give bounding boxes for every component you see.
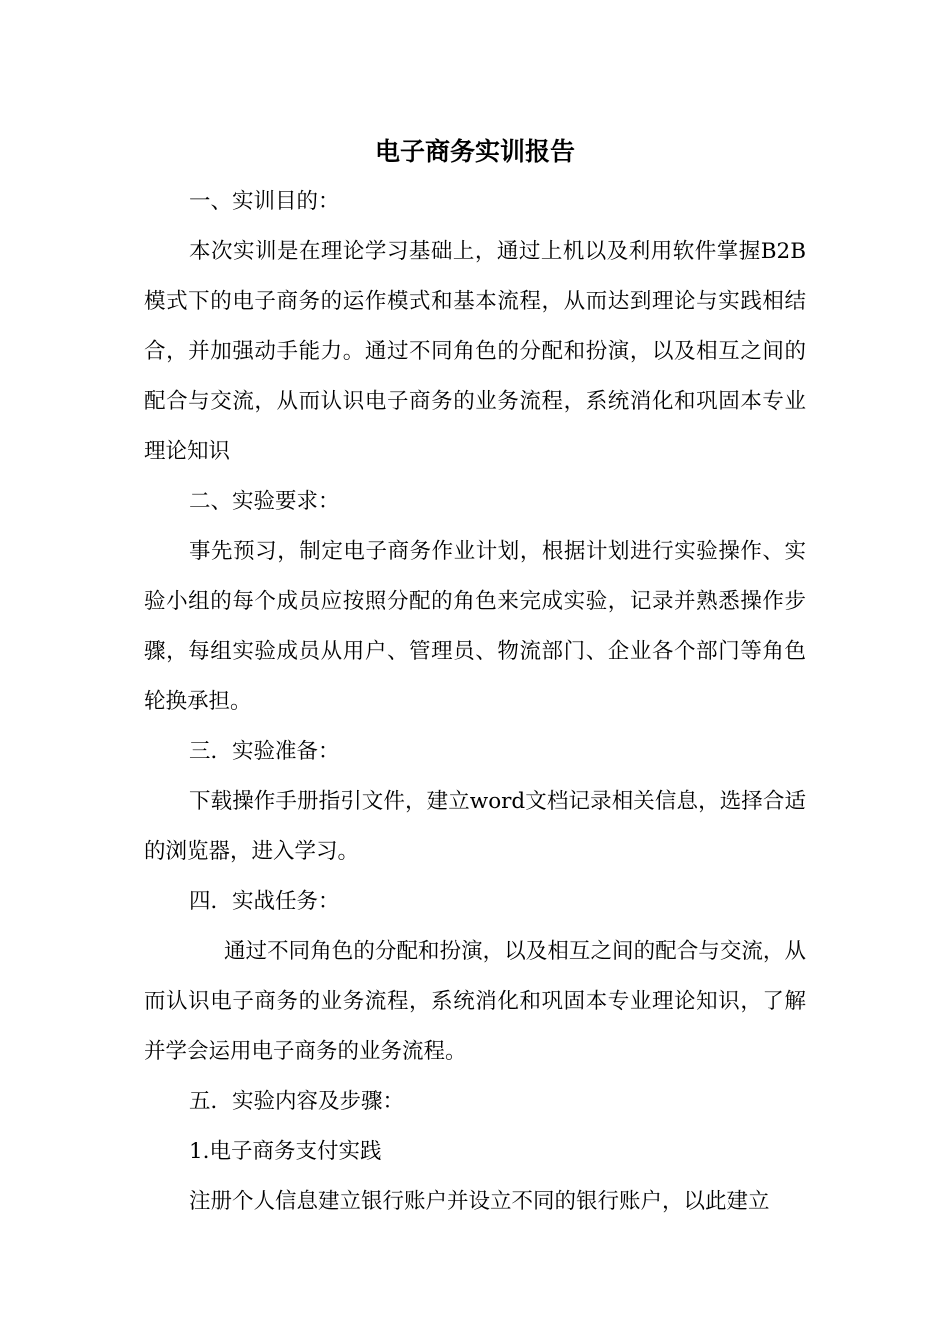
document-title: 电子商务实训报告 <box>374 137 575 166</box>
section-heading-steps: 五．实验内容及步骤： <box>189 1089 405 1114</box>
paragraph-preparation: 下载操作手册指引文件，建立word文档记录相关信息，选择合适的浏览器，进入学习。 <box>144 789 806 864</box>
section-heading-requirements: 二、实验要求： <box>189 489 340 514</box>
section-heading-preparation: 三．实验准备： <box>189 739 340 764</box>
paragraph-payment: 注册个人信息建立银行账户并设立不同的银行账户，以此建立 <box>189 1189 770 1214</box>
paragraph-requirements: 事先预习，制定电子商务作业计划，根据计划进行实验操作、实验小组的每个成员应按照分配的角色来完成实验，记录并熟悉操作步骤，每组实验成员从用户、管理员、物流部门、企业各个部门等角色轮换承担。 <box>144 539 806 714</box>
paragraph-objective: 本次实训是在理论学习基础上，通过上机以及利用软件掌握B2B模式下的电子商务的运作模式和基本流程，从而达到理论与实践相结合，并加强动手能力。通过不同角色的分配和扮演，以及相互之间的配合与交流，从而认识电子商务的业务流程，系统消化和巩固本专业理论知识 <box>144 239 806 464</box>
paragraph-tasks: 通过不同角色的分配和扮演，以及相互之间的配合与交流，从而认识电子商务的业务流程，系统消化和巩固本专业理论知识，了解并学会运用电子商务的业务流程。 <box>144 939 806 1064</box>
document-body <box>144 177 806 1227</box>
section-heading-objective: 一、实训目的： <box>189 189 340 214</box>
section-heading-tasks: 四．实战任务： <box>189 889 340 914</box>
subsection-heading-payment: 1.电子商务支付实践 <box>189 1139 382 1164</box>
